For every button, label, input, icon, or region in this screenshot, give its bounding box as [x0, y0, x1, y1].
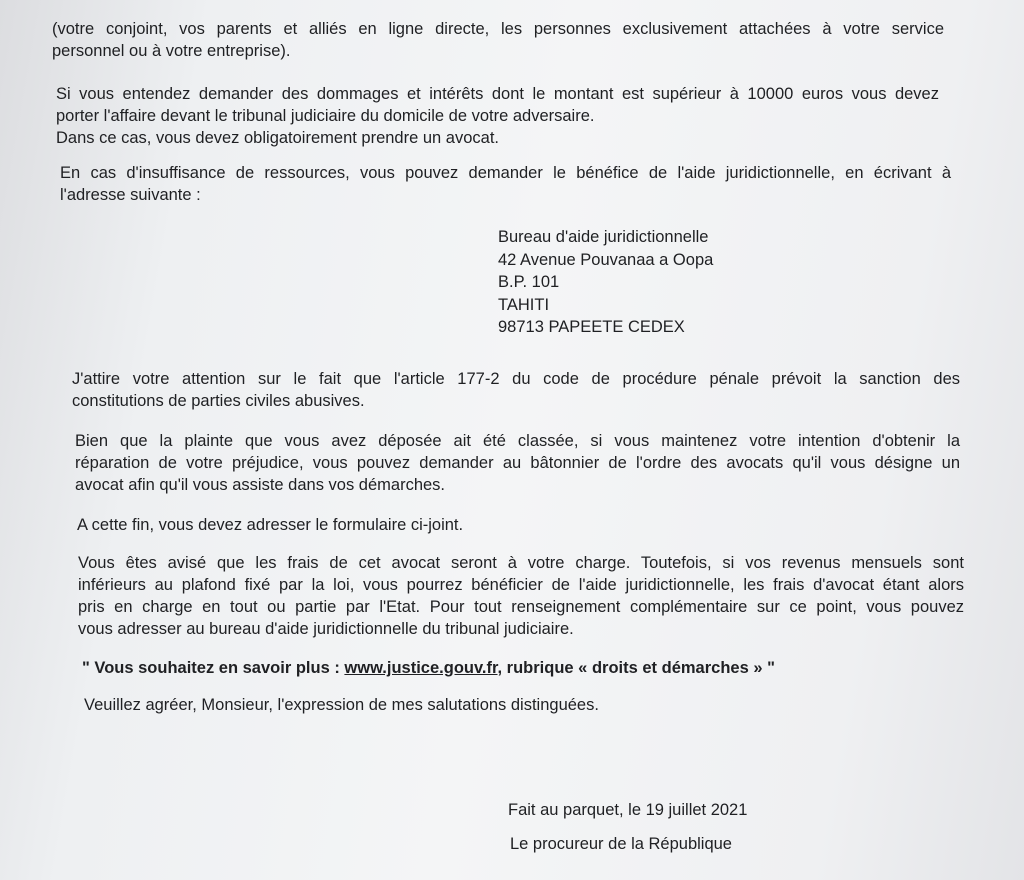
paragraph-line: constitutions de parties civiles abusives. [72, 392, 365, 410]
paragraph-line: personnel ou à votre entreprise). [52, 42, 291, 60]
paragraph-line: (votre conjoint, vos parents et alliés en ligne directe, les personnes exclusivement attachées à votre service [52, 20, 944, 38]
paragraph-legal-aid [60, 162, 951, 206]
address-line: 42 Avenue Pouvanaa a Oopa [498, 250, 714, 269]
paragraph-article [72, 368, 960, 412]
address-block [498, 226, 713, 339]
paragraph-line: Vous êtes avisé que les frais de cet avocat seront à votre charge. Toutefois, si vos revenus mensuels sont [78, 554, 964, 572]
address-line: B.P. 101 [498, 273, 560, 291]
justice-website-link[interactable]: www.justice.gouv.fr [344, 659, 498, 677]
paragraph-line: vous adresser au bureau d'aide juridictionnelle du tribunal judiciaire. [78, 620, 574, 638]
paragraph-complaint [75, 430, 960, 496]
signature-place-date: Fait au parquet, le 19 juillet 2021 [508, 801, 748, 819]
closing-line: Veuillez agréer, Monsieur, l'expression de mes salutations distinguées. [84, 696, 599, 714]
paragraph-line: pris en charge en tout ou partie par l'Etat. Pour tout renseignement complémentaire sur ce point, vous pouvez [78, 598, 964, 616]
info-suffix: , rubrique « droits et démarches » " [497, 659, 775, 677]
paragraph-line: En cas d'insuffisance de ressources, vous pouvez demander le bénéfice de l'aide juridictionnelle, en écrivant à [60, 164, 951, 182]
paragraph-fees [78, 552, 964, 640]
info-prefix: " Vous souhaitez en savoir plus : [82, 659, 345, 677]
paragraph-family [52, 18, 944, 62]
paragraph-line: avocat afin qu'il vous assiste dans vos démarches. [75, 476, 446, 494]
paragraph-form [77, 514, 777, 536]
closing-salutation [84, 694, 884, 716]
paragraph-line: A cette fin, vous devez adresser le formulaire ci-joint. [77, 516, 464, 534]
address-line: Bureau d'aide juridictionnelle [498, 228, 709, 246]
paragraph-line: l'adresse suivante : [60, 186, 201, 204]
paragraph-line: inférieurs au plafond fixé par la loi, vous pourrez bénéficier de l'aide juridictionnelle, les frais d'avocat étant alors [78, 576, 964, 594]
paragraph-line: réparation de votre préjudice, vous pouvez demander au bâtonnier de l'ordre des avocats qu'il vous désigne un [75, 454, 960, 472]
address-line: 98713 PAPEETE CEDEX [498, 318, 685, 336]
info-line [82, 657, 882, 679]
paragraph-line: J'attire votre attention sur le fait que l'article 177-2 du code de procédure pénale prévoit la sanction des [72, 370, 960, 388]
address-line: TAHITI [498, 295, 550, 314]
paragraph-line: porter l'affaire devant le tribunal judiciaire du domicile de votre adversaire. [56, 107, 595, 125]
paragraph-line: Dans ce cas, vous devez obligatoirement prendre un avocat. [56, 129, 500, 147]
paragraph-damages [56, 83, 939, 149]
paragraph-line: Bien que la plainte que vous avez déposée ait été classée, si vous maintenez votre intention d'obtenir la [75, 432, 960, 450]
paragraph-line: Si vous entendez demander des dommages et intérêts dont le montant est supérieur à 10000 euros vous devez [56, 85, 939, 103]
signature-title: Le procureur de la République [510, 835, 732, 853]
